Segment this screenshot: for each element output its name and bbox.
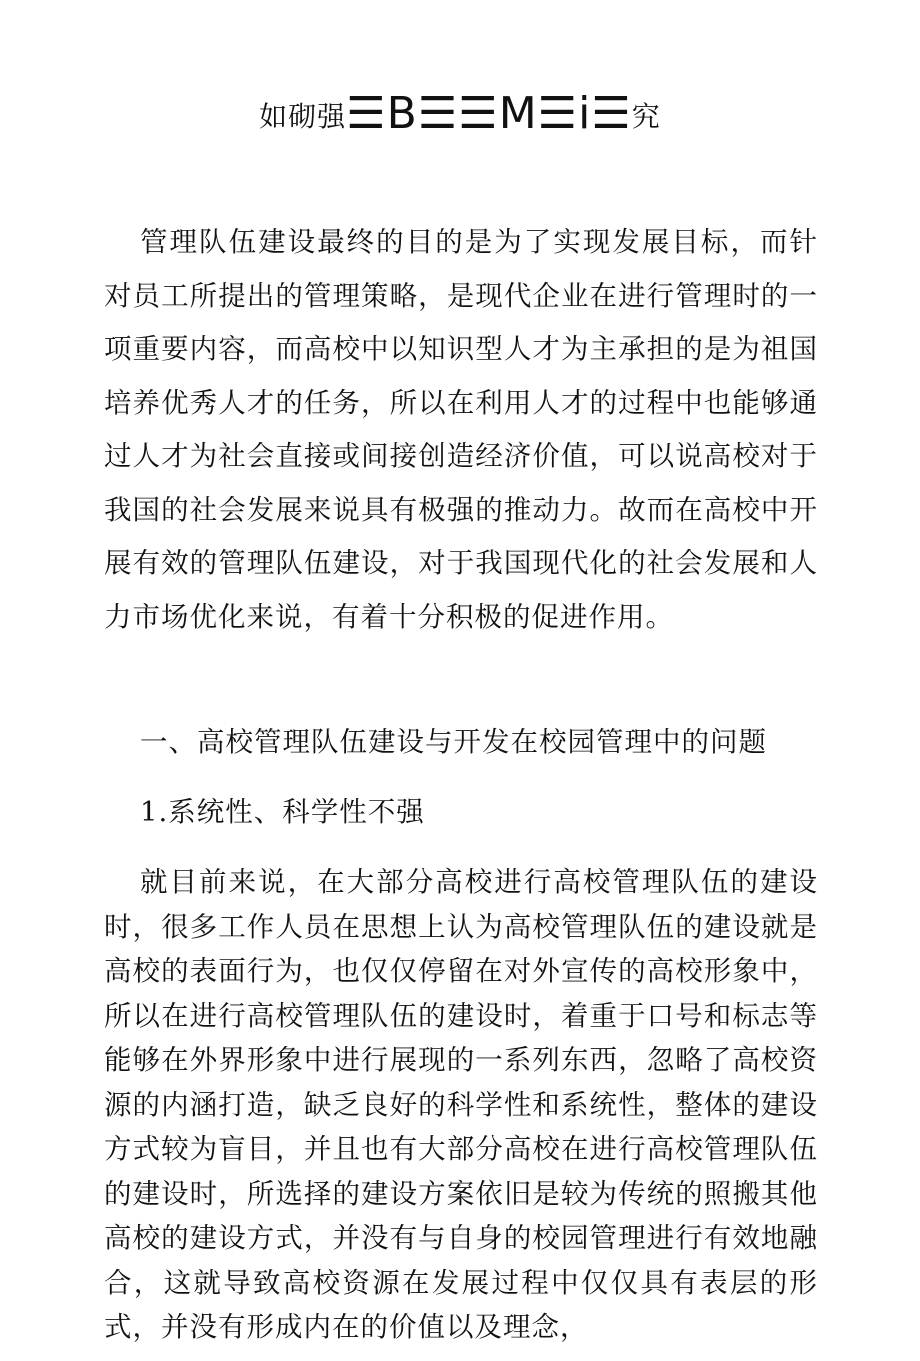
title-prefix: 如砌强 xyxy=(259,100,347,133)
title-garbled-text: ☰B☰☰M☰i☰ xyxy=(346,88,632,139)
body-paragraph: 就目前来说，在大部分高校进行高校管理队伍的建设时，很多工作人员在思想上认为高校管理队伍的建设就是高校的表面行为，也仅仅停留在对外宣传的高校形象中，所以在进行高校管理队伍的建设时，着重于口号和标志等能够在外界形象中进行展现的一系列东西，忽略了高校资源的内涵打造，缺乏良好的科学性和系统性，整体的建设方式较为盲目，并且也有大部分高校在进行高校管理队伍的建设时，所选择的建设方案依旧是较为传统的照搬其他高校的建设方式，并没有与自身的校园管理进行有效地融合，这就导致高校资源在发展过程中仅仅具有表层的形式，并没有形成内在的价值以及理念， xyxy=(104,866,818,1343)
title-suffix: 究 xyxy=(631,100,661,133)
section-heading: 一、高校管理队伍建设与开发在校园管理中的问题 xyxy=(140,726,767,758)
document-title xyxy=(0,86,920,145)
intro-paragraph: 管理队伍建设最终的目的是为了实现发展目标，而针对员工所提出的管理策略，是现代企业在进行管理时的一项重要内容，而高校中以知识型人才为主承担的是为祖国培养优秀人才的任务，所以在利用人才的过程中也能够通过人才为社会直接或间接创造经济价值，可以说高校对于我国的社会发展来说具有极强的推动力。故而在高校中开展有效的管理队伍建设，对于我国现代化的社会发展和人力市场优化来说，有着十分积极的促进作用。 xyxy=(104,226,818,633)
subsection-heading: 1.系统性、科学性不强 xyxy=(140,796,425,828)
